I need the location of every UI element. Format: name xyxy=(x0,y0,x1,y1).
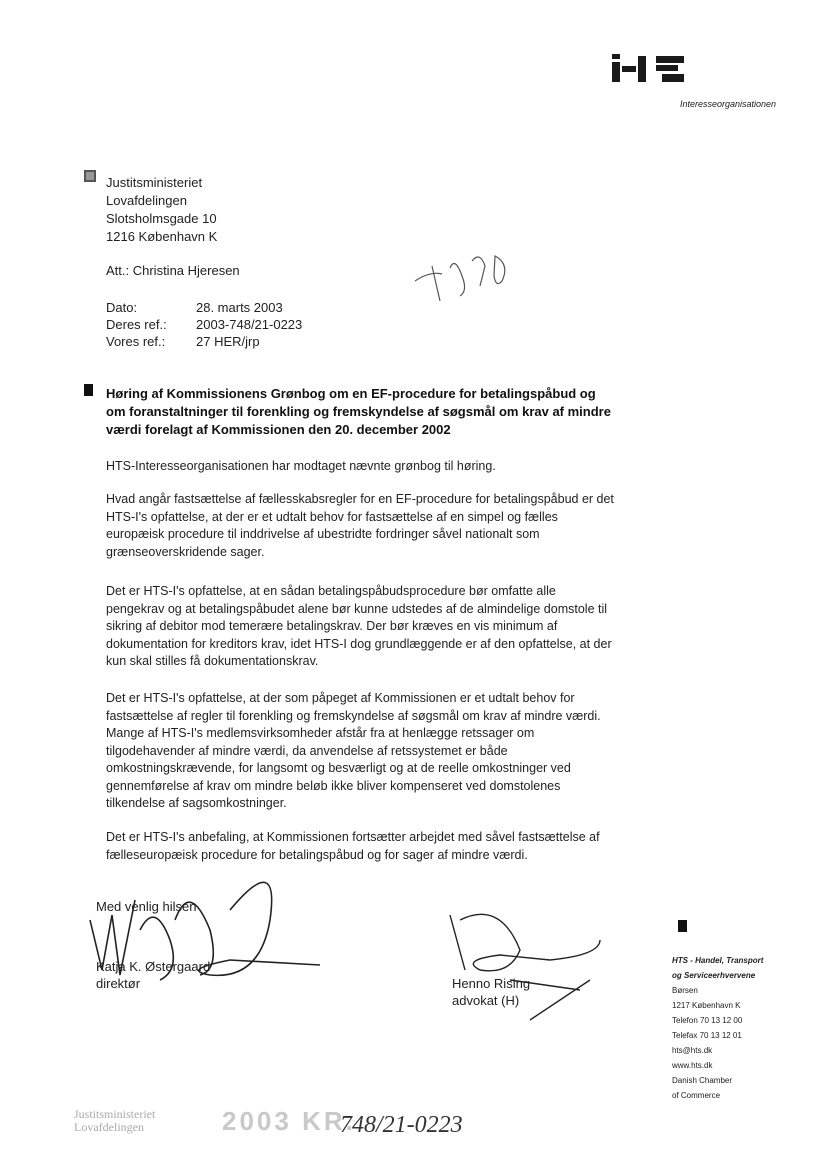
sidebar-org-name: HTS - Handel, Transport xyxy=(672,956,764,965)
ref-row-our xyxy=(106,333,302,350)
journal-number-handwritten: 748/21-0223 xyxy=(340,1112,463,1138)
ref-row-their xyxy=(106,316,302,333)
signatory-name: Henno Rising xyxy=(452,976,531,991)
ref-value: 2003-748/21-0223 xyxy=(196,317,303,332)
sidebar-line: Børsen xyxy=(672,986,698,995)
sidebar-line: Telefax 70 13 12 01 xyxy=(672,1031,742,1040)
body-paragraph: Det er HTS-I's anbefaling, at Kommissionen fortsætter arbejdet med såvel fastsættelse af fælleseuropæisk procedure for betalingspåbud og for sager af mindre værdi. xyxy=(106,830,600,862)
recipient-line: Lovafdelingen xyxy=(106,193,187,208)
sidebar-line: hts@hts.dk xyxy=(672,1046,713,1055)
handwritten-annotation xyxy=(410,246,520,306)
org-subtitle: Interesseorganisationen xyxy=(680,99,777,109)
subject-heading: Høring af Kommissionens Grønbog om en EF-procedure for betalingspåbud og om foranstaltninger til forenkling og fremskyndelse af søgsmål om krav af mindre værdi forelagt af Kommissionen den 20. december 2002 xyxy=(106,386,611,437)
recipient-line: 1216 København K xyxy=(106,229,218,244)
body-paragraph: Det er HTS-I's opfattelse, at en sådan betalingspåbudsprocedure bør omfatte alle pengekrav og at betalingspåbudet alene bør kunne udstedes af de almindelige domstole til sikring af debitor mod temerære betalingskrav. Der bør kræves en vis minimum af dokumentation for kreditors krav, idet HTS-I dog grundlæggende er af den opfattelse, at der kun skal stilles få dokumentationskrav. xyxy=(106,584,612,668)
signatory-1 xyxy=(96,958,210,992)
body-paragraph: Hvad angår fastsættelse af fællesskabsregler for en EF-procedure for betalingspåbud er det HTS-I's opfattelse, at der er et udtalt behov for fastsættelse af en simpel og fælles europæisk procedure til inddrivelse af ubestridte fordringer såvel nationalt som grænseoverskridende sager. xyxy=(106,492,614,559)
ref-label: Vores ref.: xyxy=(106,334,166,349)
journal-number-printed: 2003 KR. xyxy=(222,1106,356,1136)
stamp-line: Lovafdelingen xyxy=(74,1120,144,1134)
hts-logo xyxy=(612,52,688,84)
sidebar-line: of Commerce xyxy=(672,1091,721,1100)
receipt-stamp xyxy=(74,1108,155,1134)
attention-line: Att.: Christina Hjeresen xyxy=(106,263,240,278)
ref-label: Dato: xyxy=(106,300,138,315)
ref-value: 27 HER/jrp xyxy=(196,334,260,349)
handwritten-signatures xyxy=(80,860,640,1040)
subject-bullet xyxy=(84,384,93,396)
ref-row-date xyxy=(106,299,302,316)
body-paragraph: Det er HTS-I's opfattelse, at der som påpeget af Kommissionen er et udtalt behov for fastsættelse af regler til forenkling og fremskyndelse af søgsmål om krav af mindre værdi. Mange af HTS-I's medlemsvirksomheder afstår fra at henlægge retssager om tilgodehavender af mindre værdi, da anvendelse af retssystemet er både omkostningskrævende, for langsomt og besværligt og at de reelle omkostninger ved gennemførelse af krav om mindre beløb ikke bliver kompenseret ved domstolenes tilkendelse af sagsomkostninger. xyxy=(106,691,601,810)
ref-value: 28. marts 2003 xyxy=(196,300,283,315)
scan-mark-icon xyxy=(84,170,96,182)
ref-label: Deres ref.: xyxy=(106,317,167,332)
sidebar-line: www.hts.dk xyxy=(672,1061,713,1070)
signatory-2 xyxy=(452,975,530,1009)
signatory-title: advokat (H) xyxy=(452,993,520,1008)
sidebar-line: Telefon 70 13 12 00 xyxy=(672,1016,743,1025)
signatory-name: Katja K. Østergaard xyxy=(96,959,211,974)
sidebar-line: Danish Chamber xyxy=(672,1076,733,1085)
signatory-title: direktør xyxy=(96,976,141,991)
sidebar-contact xyxy=(672,953,763,1103)
sidebar-line: 1217 København K xyxy=(672,1001,741,1010)
sidebar-org-name: og Serviceerhvervene xyxy=(672,971,756,980)
reference-block xyxy=(106,299,302,350)
recipient-address xyxy=(106,174,217,246)
stamp-line: Justitsministeriet xyxy=(74,1107,156,1121)
recipient-line: Slotsholmsgade 10 xyxy=(106,211,217,226)
body-paragraph: HTS-Interesseorganisationen har modtaget nævnte grønbog til høring. xyxy=(106,459,496,473)
recipient-line: Justitsministeriet xyxy=(106,175,203,190)
sidebar-bullet xyxy=(678,920,687,932)
closing-greeting: Med venlig hilsen xyxy=(96,899,197,914)
